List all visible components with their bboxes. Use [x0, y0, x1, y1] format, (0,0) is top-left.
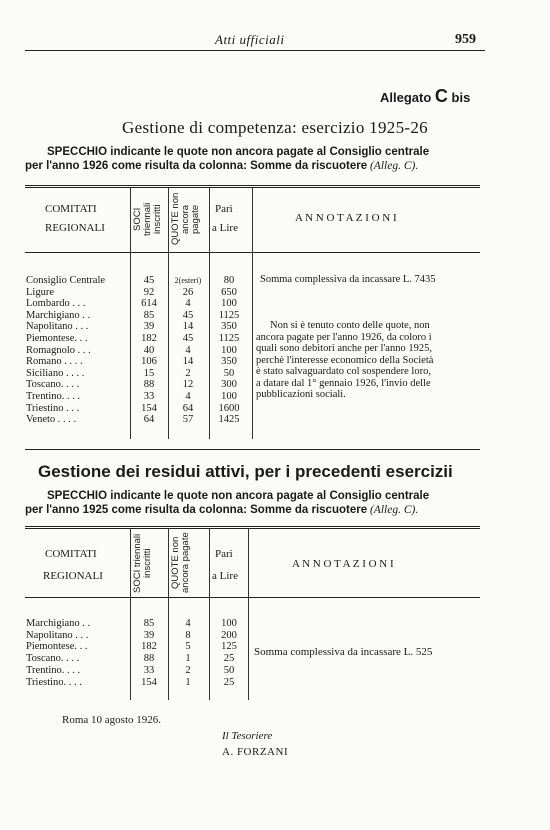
row-lire: 350 — [221, 321, 237, 333]
row-name: Trentino. . . . — [26, 664, 81, 676]
row-name: Piemontese. . . — [26, 333, 88, 344]
note-line: ancora pagate per l'anno 1926, da coloro i — [256, 331, 432, 343]
allegato-suffix: bis — [451, 90, 471, 105]
row-quote: 45 — [182, 333, 194, 344]
row-soci: 45 — [143, 275, 155, 286]
row-soci: 39 — [143, 321, 155, 333]
section1-col-annotazioni: A N N O T A Z I O N I — [295, 212, 397, 224]
row-quote: 2 — [185, 367, 191, 379]
row-name: Triestino. . . . — [26, 676, 82, 688]
section1-col-lire: a Lire — [212, 222, 238, 234]
note-line: Non si è tenuto conto delle quote, non — [270, 320, 430, 331]
row-lire: 100 — [221, 391, 237, 402]
section2-col-pari: Pari — [215, 548, 233, 560]
row-quote: 57 — [182, 414, 194, 426]
row-soci: 33 — [143, 391, 155, 402]
row-quote: 14 — [182, 356, 194, 368]
row-lire: 1125 — [218, 309, 240, 321]
row-name: Triestino . . . — [26, 402, 80, 414]
row-soci: 92 — [143, 286, 155, 298]
row-quote: 4 — [185, 298, 191, 310]
row-soci: 154 — [141, 676, 157, 688]
row-quote: 1 — [185, 653, 191, 665]
section2-col-regionali: REGIONALI — [43, 570, 103, 582]
row-soci: 85 — [143, 309, 155, 321]
section1-spec-ref: (Alleg. C). — [369, 160, 419, 172]
section1-spec-line1: SPECCHIO indicante le quote non ancora pagate al Consiglio centrale — [47, 146, 430, 158]
row-name: Lombardo . . . — [26, 298, 86, 310]
row-lire: 200 — [221, 629, 237, 641]
row-lire: 50 — [223, 367, 235, 379]
row-name: Consiglio Centrale — [26, 275, 106, 286]
note-line: a datare dal 1° gennaio 1926, l'invio delle — [256, 377, 431, 389]
section2-title: Gestione dei residui attivi, per i precedenti esercizii — [38, 462, 453, 481]
row-name: Napolitano . . . — [26, 321, 89, 333]
allegato-prefix: Allegato — [380, 90, 432, 105]
row-quote: 2 — [185, 664, 191, 676]
row-quote: 4 — [185, 344, 191, 356]
row-quote: 4 — [185, 618, 191, 629]
row-lire: 100 — [221, 344, 237, 356]
row-quote: 1 — [185, 676, 191, 688]
allegato-label — [380, 86, 470, 107]
row-lire: 100 — [221, 298, 237, 310]
signature-role: Il Tesoriere — [222, 730, 273, 742]
section1-note-body — [256, 320, 481, 401]
row-soci: 15 — [143, 367, 155, 379]
section1-col-regionali: REGIONALI — [45, 222, 105, 234]
section1-title: Gestione di competenza: esercizio 1925-26 — [122, 118, 428, 137]
section2-spec-line1: SPECCHIO indicante le quote non ancora pagate al Consiglio centrale — [47, 490, 430, 502]
row-soci: 88 — [143, 653, 155, 665]
row-soci: 154 — [141, 402, 157, 414]
header-rule — [25, 50, 485, 51]
row-lire: 50 — [223, 664, 235, 676]
row-lire: 300 — [221, 379, 237, 391]
row-name: Toscano. . . . — [26, 653, 80, 665]
row-soci: 106 — [141, 356, 157, 368]
section2-col-comitati: COMITATI — [45, 548, 97, 560]
section1-spec-line2: per l'anno 1926 come risulta da colonna: Somme da riscuotere — [25, 160, 368, 172]
section2-col-lire: a Lire — [212, 570, 238, 582]
row-name: Piemontese. . . — [26, 641, 88, 653]
row-name: Ligure — [26, 286, 54, 298]
row-lire: 1600 — [218, 402, 240, 414]
section1-col-quote: QUOTE non ancora pagate — [170, 192, 201, 246]
row-lire: 25 — [223, 653, 235, 665]
row-name: Romagnolo . . . — [26, 344, 91, 356]
row-name: Siciliano . . . . — [26, 367, 85, 379]
note-line: quali sono debitori anche per l'anno 1925, — [256, 343, 432, 354]
section2-spec-line2: per l'anno 1925 come risulta da colonna: Somme da riscuotere — [25, 504, 368, 516]
row-name: Toscano. . . . — [26, 379, 80, 391]
place-date: Roma 10 agosto 1926. — [62, 714, 161, 726]
row-lire: 80 — [223, 275, 235, 286]
row-lire: 125 — [221, 641, 237, 653]
row-quote: 45 — [182, 309, 194, 321]
row-lire: 650 — [221, 286, 237, 298]
page-number: 959 — [455, 32, 476, 47]
note-line: è stato salvaguardato col sospendere loro, — [256, 366, 431, 377]
running-title: Atti ufficiali — [215, 32, 285, 47]
row-lire: 25 — [223, 676, 235, 688]
section1-note-total: Somma complessiva da incassare L. 7435 — [260, 274, 436, 285]
row-quote: 12 — [182, 379, 194, 391]
row-lire: 100 — [221, 618, 237, 629]
note-line: perchè l'interesse economico della Società — [256, 354, 434, 366]
row-name: Marchigiano . . — [26, 618, 91, 629]
row-quote: 5 — [185, 641, 191, 653]
row-quote: 4 — [185, 391, 191, 402]
row-quote: 2(esteri) — [174, 276, 202, 285]
section1-col-pari: Pari — [215, 203, 233, 215]
section1-spec — [25, 145, 505, 173]
row-lire: 1425 — [218, 414, 240, 426]
row-soci: 614 — [141, 298, 157, 310]
row-name: Trentino. . . . — [26, 391, 81, 402]
section2-note-total: Somma complessiva da incassare L. 525 — [254, 646, 433, 658]
row-soci: 33 — [143, 664, 155, 676]
row-soci: 182 — [141, 641, 157, 653]
section2-col-soci: SOCI triennali inscritti — [132, 533, 153, 593]
section2-spec-ref: (Alleg. C). — [369, 504, 419, 516]
row-name: Romano . . . . — [26, 356, 83, 368]
section1-col-comitati: COMITATI — [45, 203, 97, 215]
row-name: Marchigiano . . — [26, 309, 91, 321]
section1-col-soci: SOCI triennali inscritti — [132, 202, 163, 236]
section2-spec — [25, 489, 505, 517]
row-quote: 26 — [182, 286, 194, 298]
note-line: pubblicazioni sociali. — [256, 389, 346, 400]
row-quote: 14 — [182, 321, 194, 333]
row-soci: 40 — [143, 344, 155, 356]
section2-col-annotazioni: A N N O T A Z I O N I — [292, 558, 394, 570]
row-name: Napolitano . . . — [26, 629, 89, 641]
allegato-letter: C — [434, 86, 448, 106]
row-soci: 85 — [143, 618, 155, 629]
row-soci: 64 — [143, 414, 155, 426]
row-name: Veneto . . . . — [26, 414, 77, 426]
row-quote: 64 — [182, 402, 194, 414]
signature-name: A. FORZANI — [222, 746, 289, 758]
row-soci: 182 — [141, 333, 157, 344]
row-lire: 1125 — [218, 333, 240, 344]
row-soci: 39 — [143, 629, 155, 641]
row-quote: 8 — [185, 629, 191, 641]
row-lire: 350 — [221, 356, 237, 368]
row-soci: 88 — [143, 379, 155, 391]
section2-col-quote: QUOTE non ancora pagate — [170, 532, 191, 594]
